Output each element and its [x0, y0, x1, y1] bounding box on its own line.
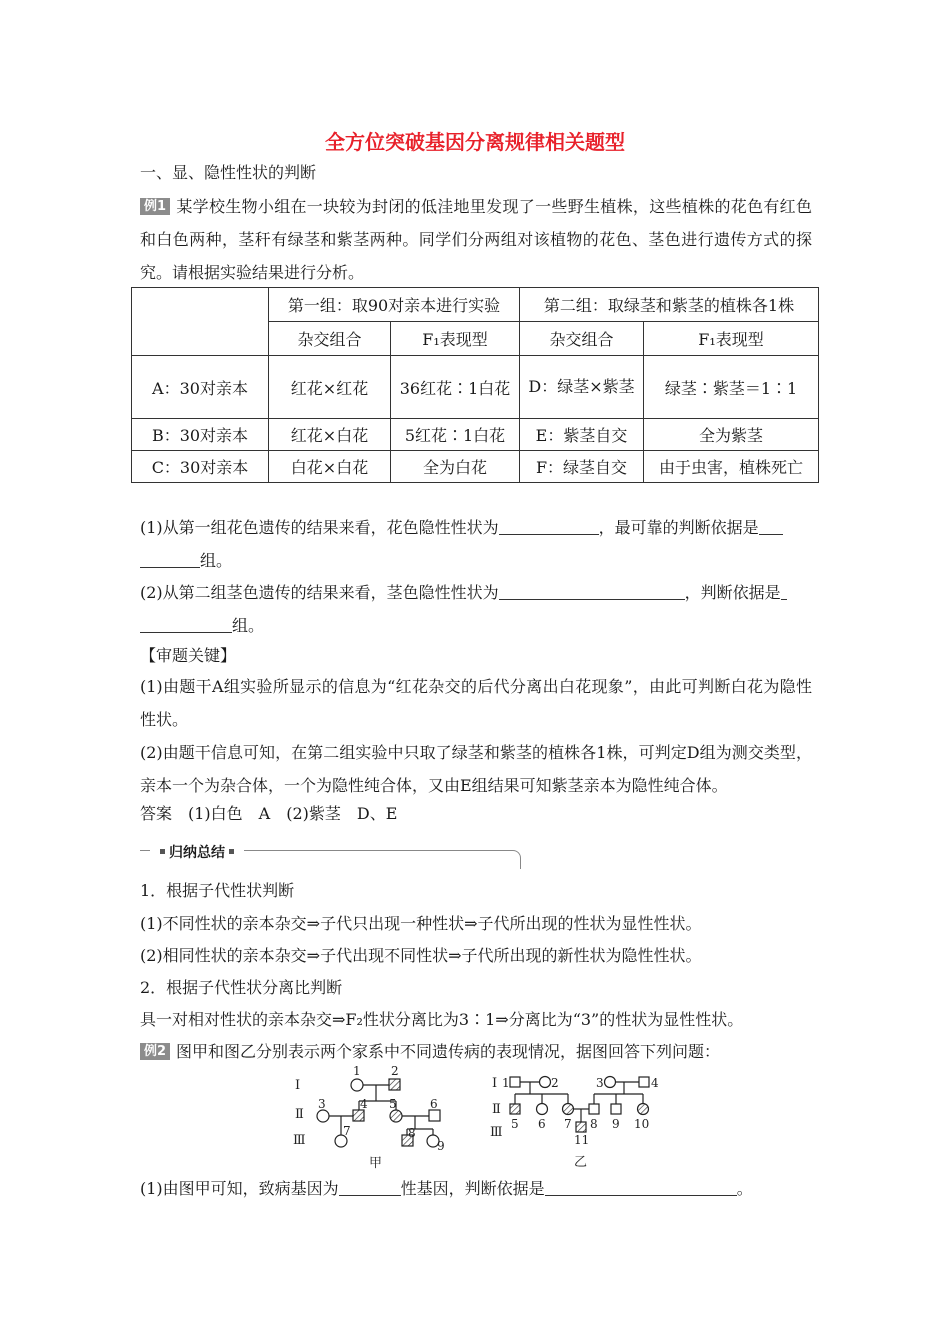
question-2	[140, 576, 812, 642]
individual-number: 9	[612, 1117, 620, 1131]
individual-number: 6	[430, 1097, 438, 1111]
generation-label: Ⅱ	[492, 1102, 501, 1117]
table-cell: A：30对亲本	[132, 356, 269, 419]
experiment-table	[131, 287, 819, 483]
summary-heading-1: 1．根据子代性状判断	[140, 881, 295, 900]
individual-number: 7	[343, 1124, 351, 1138]
table-cell: 绿茎∶紫茎＝1∶1	[644, 356, 819, 419]
example2-text: 图甲和图乙分别表示两个家系中不同遗传病的表现情况，据图回答下列问题：	[176, 1042, 721, 1061]
table-cell: B：30对亲本	[132, 419, 269, 451]
individual-number: 4	[360, 1097, 368, 1111]
individual-number: 3	[596, 1076, 604, 1090]
table-subheader: 杂交组合	[520, 322, 644, 356]
example-tag: 例2	[140, 1043, 170, 1060]
male-symbol	[589, 1104, 599, 1114]
generation-label: Ⅲ	[293, 1133, 306, 1148]
summary-item: (1)不同性状的亲本杂交⇒子代只出现一种性状⇒子代所出现的性状为显性性状。	[140, 914, 702, 933]
page-title: 全方位突破基因分离规律相关题型	[325, 130, 625, 154]
generation-label: Ⅱ	[295, 1107, 304, 1122]
table-cell: E：紫茎自交	[520, 419, 644, 451]
individual-number: 5	[389, 1097, 397, 1111]
question-text: 性基因，判断依据是	[400, 1179, 545, 1198]
table-group1-header: 第一组：取90对亲本进行实验	[269, 288, 520, 322]
affected-female-symbol	[563, 1104, 574, 1115]
table-subheader: 杂交组合	[269, 322, 391, 356]
female-symbol	[537, 1104, 548, 1115]
key-point-1: (1)由题干A组实验所显示的信息为“红花杂交的后代分离出白花现象”，由此可判断白花为隐性性状。	[140, 677, 812, 729]
individual-number: 8	[590, 1117, 598, 1131]
pedigree-jia	[285, 1065, 470, 1170]
individual-number: 10	[634, 1117, 650, 1131]
individual-number: 1	[502, 1076, 510, 1090]
table-cell: 由于虫害，植株死亡	[644, 451, 819, 483]
affected-female-symbol	[390, 1110, 402, 1122]
generation-label: Ⅰ	[492, 1076, 498, 1091]
question-text: (1)从第一组花色遗传的结果来看，花色隐性性状为	[140, 518, 499, 537]
table-subheader: F₁表现型	[644, 322, 819, 356]
individual-number: 1	[353, 1065, 361, 1078]
answer-blank[interactable]	[781, 583, 787, 600]
summary-item: (2)相同性状的亲本杂交⇒子代出现不同性状⇒子代所出现的新性状为隐性性状。	[140, 946, 702, 965]
individual-number: 5	[511, 1117, 519, 1131]
individual-number: 6	[538, 1117, 546, 1131]
pedigree-yi	[488, 1068, 668, 1173]
male-symbol	[639, 1077, 649, 1087]
summary-heading-2: 2．根据子代性状分离比判断	[140, 978, 343, 997]
table-row	[132, 451, 819, 483]
answer-blank[interactable]	[339, 1179, 401, 1196]
figure-caption: 乙	[574, 1155, 588, 1170]
table-cell: D：绿茎×紫茎	[520, 356, 644, 419]
answer-blank[interactable]	[499, 518, 599, 535]
example2-paragraph	[140, 1041, 720, 1063]
table-cell: 36红花∶1白花	[391, 356, 520, 419]
generation-label: Ⅲ	[490, 1125, 503, 1140]
answer-blank[interactable]	[140, 551, 200, 568]
table-cell: C：30对亲本	[132, 451, 269, 483]
example1-text: 某学校生物小组在一块较为封闭的低洼地里发现了一些野生植株，这些植株的花色有红色和白色两种，茎秆有绿茎和紫茎两种。同学们分两组对该植物的花色、茎色进行遗传方式的探究。请根据实验结果进行分析。	[140, 197, 812, 282]
male-symbol	[429, 1110, 440, 1121]
summary-item: 具一对相对性状的亲本杂交⇒F₂性状分离比为3∶1⇒分离比为“3”的性状为显性性状。	[140, 1010, 744, 1029]
question-3	[140, 1178, 753, 1200]
question-text: 组。	[200, 551, 233, 570]
key-point-2: (2)由题干信息可知，在第二组实验中只取了绿茎和紫茎的植株各1株，可判定D组为测交类型，亲本一个为杂合体，一个为隐性纯合体，又由E组结果可知紫茎亲本为隐性纯合体。	[140, 743, 812, 795]
question-text: (2)从第二组茎色遗传的结果来看，茎色隐性性状为	[140, 583, 499, 602]
table-cell: 红花×白花	[269, 419, 391, 451]
answer-blank[interactable]	[140, 616, 232, 633]
female-symbol	[351, 1079, 363, 1091]
table-group2-header: 第二组：取绿茎和紫茎的植株各1株	[520, 288, 819, 322]
female-symbol	[317, 1110, 329, 1122]
affected-female-symbol	[638, 1104, 649, 1115]
answer-line: 答案 (1)白色 A (2)紫茎 D、E	[140, 804, 398, 823]
table-corner-cell	[132, 288, 269, 356]
question-text: ，判断依据是	[684, 583, 781, 602]
question-text: (1)由图甲可知，致病基因为	[140, 1179, 339, 1198]
bullet-square-icon	[160, 849, 165, 854]
question-text: ，最可靠的判断依据是	[598, 518, 759, 537]
answer-blank[interactable]	[545, 1179, 737, 1196]
affected-male-symbol	[510, 1104, 520, 1114]
figure-caption: 甲	[369, 1156, 383, 1170]
female-symbol	[605, 1077, 616, 1088]
table-row	[132, 419, 819, 451]
individual-number: 9	[437, 1139, 445, 1153]
generation-label: Ⅰ	[295, 1078, 301, 1093]
table-subheader: F₁表现型	[391, 322, 520, 356]
individual-number: 8	[408, 1126, 416, 1140]
affected-male-symbol	[576, 1122, 586, 1132]
individual-number: 4	[651, 1076, 659, 1090]
question-text: 。	[736, 1179, 753, 1198]
individual-number: 11	[574, 1133, 590, 1147]
individual-number: 3	[318, 1097, 326, 1111]
answer-blank[interactable]	[759, 518, 783, 535]
affected-male-symbol	[389, 1079, 400, 1090]
table-cell: 全为白花	[391, 451, 520, 483]
key-heading: 【审题关键】	[140, 646, 237, 665]
section-heading: 一、显、隐性性状的判断	[140, 163, 317, 182]
male-symbol	[510, 1077, 520, 1087]
affected-male-symbol	[353, 1110, 364, 1121]
question-text: 组。	[232, 616, 265, 635]
example-tag: 例1	[140, 198, 170, 215]
table-cell: 红花×红花	[269, 356, 391, 419]
bullet-square-icon	[229, 849, 234, 854]
example1-paragraph	[140, 190, 812, 289]
answer-blank[interactable]	[499, 583, 685, 600]
female-symbol	[540, 1077, 551, 1088]
table-cell: F：绿茎自交	[520, 451, 644, 483]
individual-number: 7	[564, 1117, 572, 1131]
table-row	[132, 356, 819, 419]
question-1	[140, 511, 812, 577]
individual-number: 2	[551, 1076, 559, 1090]
table-cell: 全为紫茎	[644, 419, 819, 451]
table-cell: 5红花∶1白花	[391, 419, 520, 451]
individual-number: 2	[391, 1065, 399, 1078]
male-symbol	[611, 1104, 621, 1114]
summary-label: 归纳总结	[150, 842, 244, 862]
table-cell: 白花×白花	[269, 451, 391, 483]
